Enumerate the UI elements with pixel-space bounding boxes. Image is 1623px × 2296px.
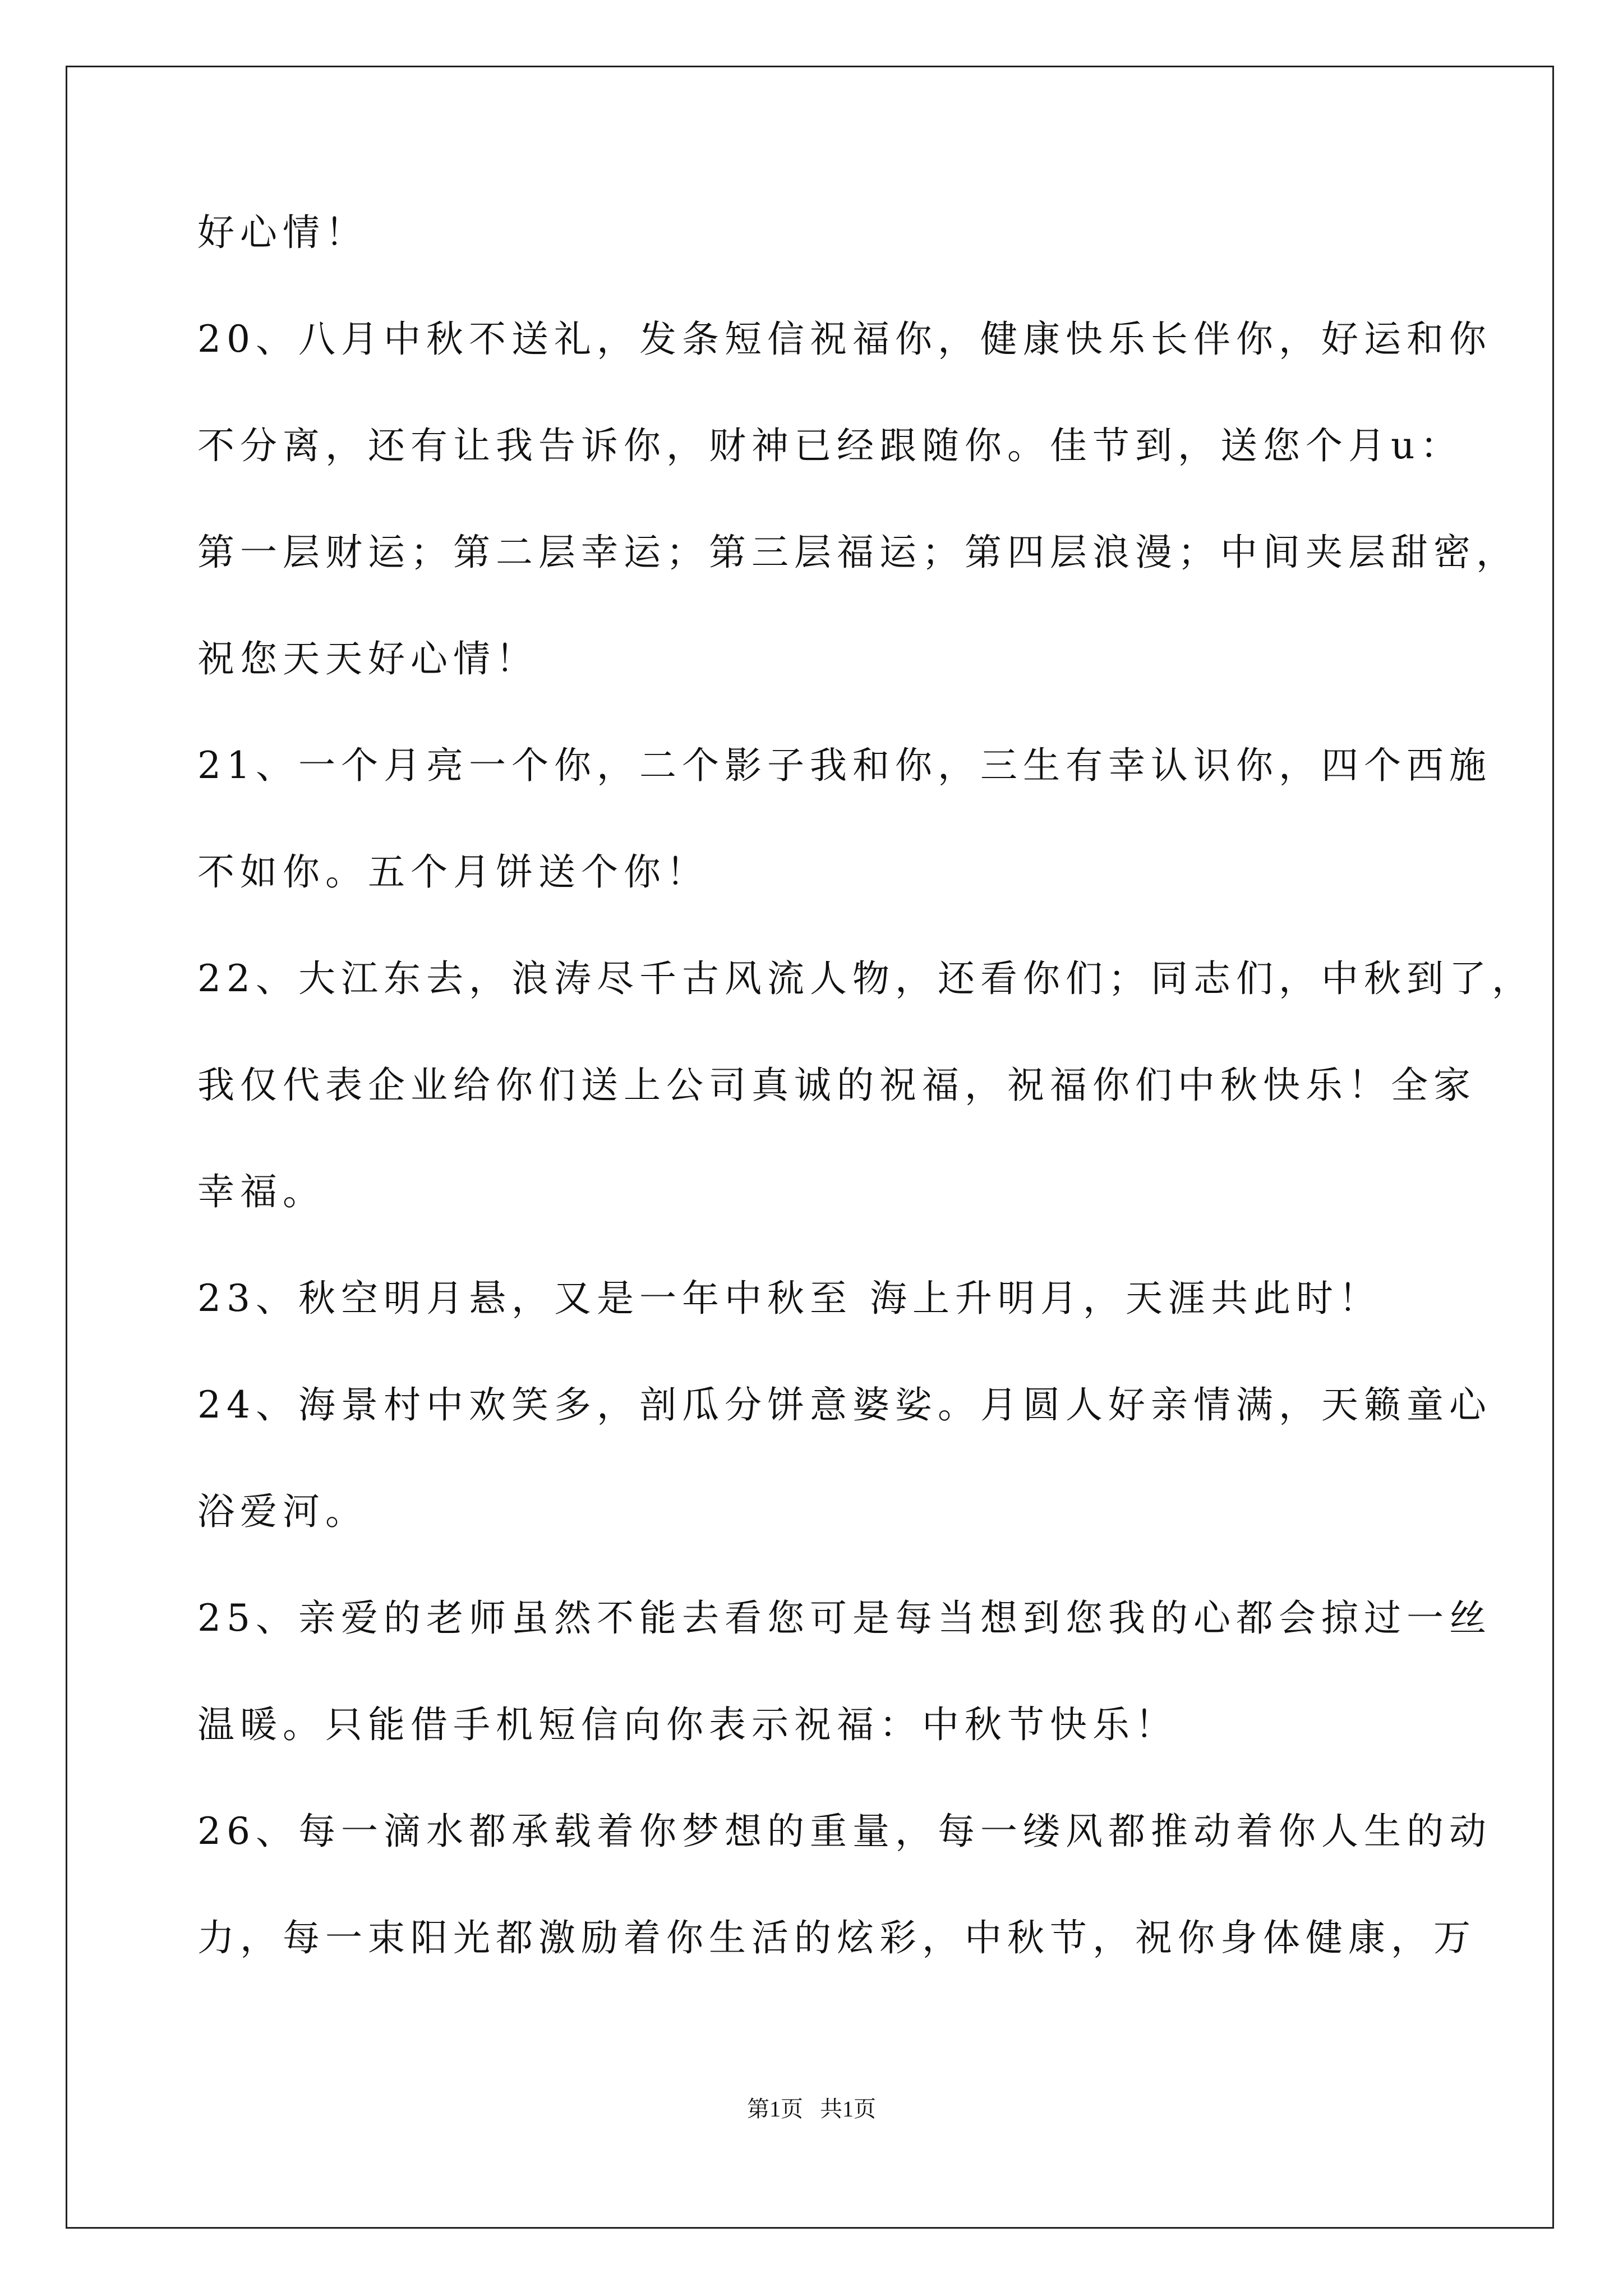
text-line: 第一层财运；第二层幸运；第三层福运；第四层浪漫；中间夹层甜密， xyxy=(197,531,1519,574)
page-border xyxy=(66,66,1554,2229)
footer-spacer xyxy=(803,2096,820,2122)
text-line: 23、秋空明月悬，又是一年中秋至 海上升明月，天涯共此时！ xyxy=(197,1277,1381,1320)
text-line: 25、亲爱的老师虽然不能去看您可是每当想到您我的心都会掠过一丝 xyxy=(197,1596,1492,1640)
text-line: 我仅代表企业给你们送上公司真诚的祝福，祝福你们中秋快乐！全家 xyxy=(197,1064,1476,1107)
text-line: 祝您天天好心情！ xyxy=(197,637,538,680)
text-line: 22、大江东去，浪涛尽千古风流人物，还看你们；同志们，中秋到了， xyxy=(197,957,1534,1000)
text-line: 力，每一束阳光都激励着你生活的炫彩，中秋节，祝你身体健康，万 xyxy=(197,1916,1476,1959)
page-footer xyxy=(0,2095,1623,2123)
text-line: 幸福。 xyxy=(197,1170,325,1213)
text-line: 24、海景村中欢笑多，剖瓜分饼意婆娑。月圆人好亲情满，天籁童心 xyxy=(197,1383,1492,1427)
page-number: 第1页 xyxy=(747,2096,803,2122)
text-line: 不如你。五个月饼送个你！ xyxy=(197,850,709,894)
text-line: 26、每一滴水都承载着你梦想的重量，每一缕风都推动着你人生的动 xyxy=(197,1810,1492,1853)
text-line: 好心情！ xyxy=(197,211,368,254)
page-total: 共1页 xyxy=(820,2096,876,2122)
text-line: 不分离，还有让我告诉你，财神已经跟随你。佳节到，送您个月u： xyxy=(197,424,1463,467)
text-line: 温暖。只能借手机短信向你表示祝福：中秋节快乐！ xyxy=(197,1703,1178,1746)
text-line: 浴爱河。 xyxy=(197,1490,368,1533)
text-line: 21、一个月亮一个你，二个影子我和你，三生有幸认识你，四个西施 xyxy=(197,744,1492,787)
text-line: 20、八月中秋不送礼，发条短信祝福你，健康快乐长伴你，好运和你 xyxy=(197,318,1492,361)
